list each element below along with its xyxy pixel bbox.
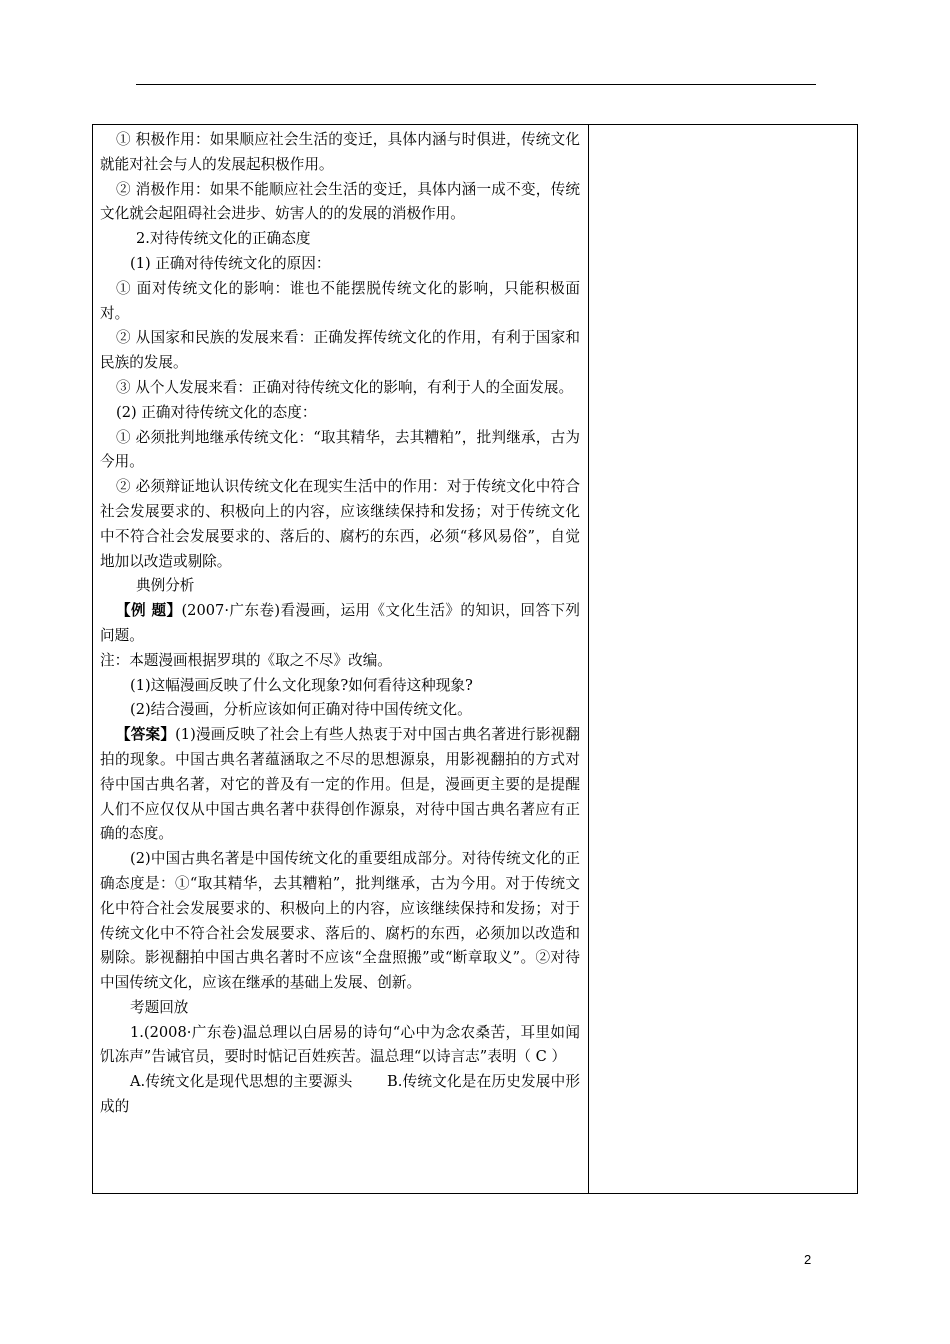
paragraph: (2)中国古典名著是中国传统文化的重要组成部分。对待传统文化的正确态度是：①“取其精华，去其糟粕”，批判继承，古为今用。对于传统文化中符合社会发展要求的、积极向上的内容，应该继续保持和发扬；对于传统文化中不符合社会发展要求、落后的、腐朽的东西，必须加以改造和剔除。影视翻拍中国古典名著时不应该“全盘照搬”或“断章取义”。②对待中国传统文化，应该在继承的基础上发展、创新。 [100,850,580,992]
paragraph: 典例分析 [136,577,195,595]
paragraph: ① 必须批判地继承传统文化：“取其精华，去其糟粕”，批判继承，古为今用。 [100,428,580,471]
paragraph: A.传统文化是现代思想的主要源头 B.传统文化是在历史发展中形成的 [100,1073,580,1116]
left-column-text [100,128,580,1120]
paragraph: 【例 题】(2007·广东卷)看漫画，运用《文化生活》的知识，回答下列问题。 [100,602,580,644]
paragraph: 2.对待传统文化的正确态度 [136,230,311,248]
paragraph: ② 消极作用：如果不能顺应社会生活的变迁，具体内涵一成不变，传统文化就会起阻碍社会进步、妨害人的的发展的消极作用。 [100,180,580,223]
paragraph: ② 必须辩证地认识传统文化在现实生活中的作用：对于传统文化中符合社会发展要求的、积极向上的内容，应该继续保持和发扬；对于传统文化中不符合社会发展要求的、落后的、腐朽的东西，必须“移风易俗”，自觉地加以改造或剔除。 [100,478,580,570]
paragraph: 1.(2008·广东卷)温总理以白居易的诗句“心中为念农桑苦，耳里如闻饥冻声”告诫官员，要时时惦记百姓疾苦。温总理“以诗言志”表明（ C ） [100,1023,580,1066]
paragraph: (1)这幅漫画反映了什么文化现象?如何看待这种现象? [130,676,473,694]
paragraph: ① 面对传统文化的影响：谁也不能摆脱传统文化的影响，只能积极面对。 [100,279,580,322]
page-number: 2 [804,1252,812,1267]
paragraph: 注：本题漫画根据罗琪的《取之不尽》改编。 [100,651,392,669]
bold-label: 【答案】 [116,726,176,744]
paragraph: ③ 从个人发展来看：正确对待传统文化的影响，有利于人的全面发展。 [116,378,574,396]
header-rule [136,84,816,85]
table-column-divider [588,124,589,1194]
bold-label: 【例 题】 [116,602,182,620]
paragraph: ② 从国家和民族的发展来看：正确发挥传统文化的作用，有利于国家和民族的发展。 [100,329,580,372]
paragraph: 【答案】(1)漫画反映了社会上有些人热衷于对中国古典名著进行影视翻拍的现象。中国古典名著蕴涵取之不尽的思想源泉，用影视翻拍的方式对待中国古典名著，对它的普及有一定的作用。但是，漫画更主要的是提醒人们不应仅仅从中国古典名著中获得创作源泉，对待中国古典名著应有正确的态度。 [100,726,580,843]
paragraph: ① 积极作用：如果顺应社会生活的变迁，具体内涵与时俱进，传统文化就能对社会与人的发展起积极作用。 [100,131,580,173]
paragraph: (1) 正确对待传统文化的原因： [130,254,331,272]
paragraph: 考题回放 [130,998,189,1016]
paragraph: (2)结合漫画，分析应该如何正确对待中国传统文化。 [130,701,472,719]
paragraph: (2) 正确对待传统文化的态度： [116,403,317,421]
